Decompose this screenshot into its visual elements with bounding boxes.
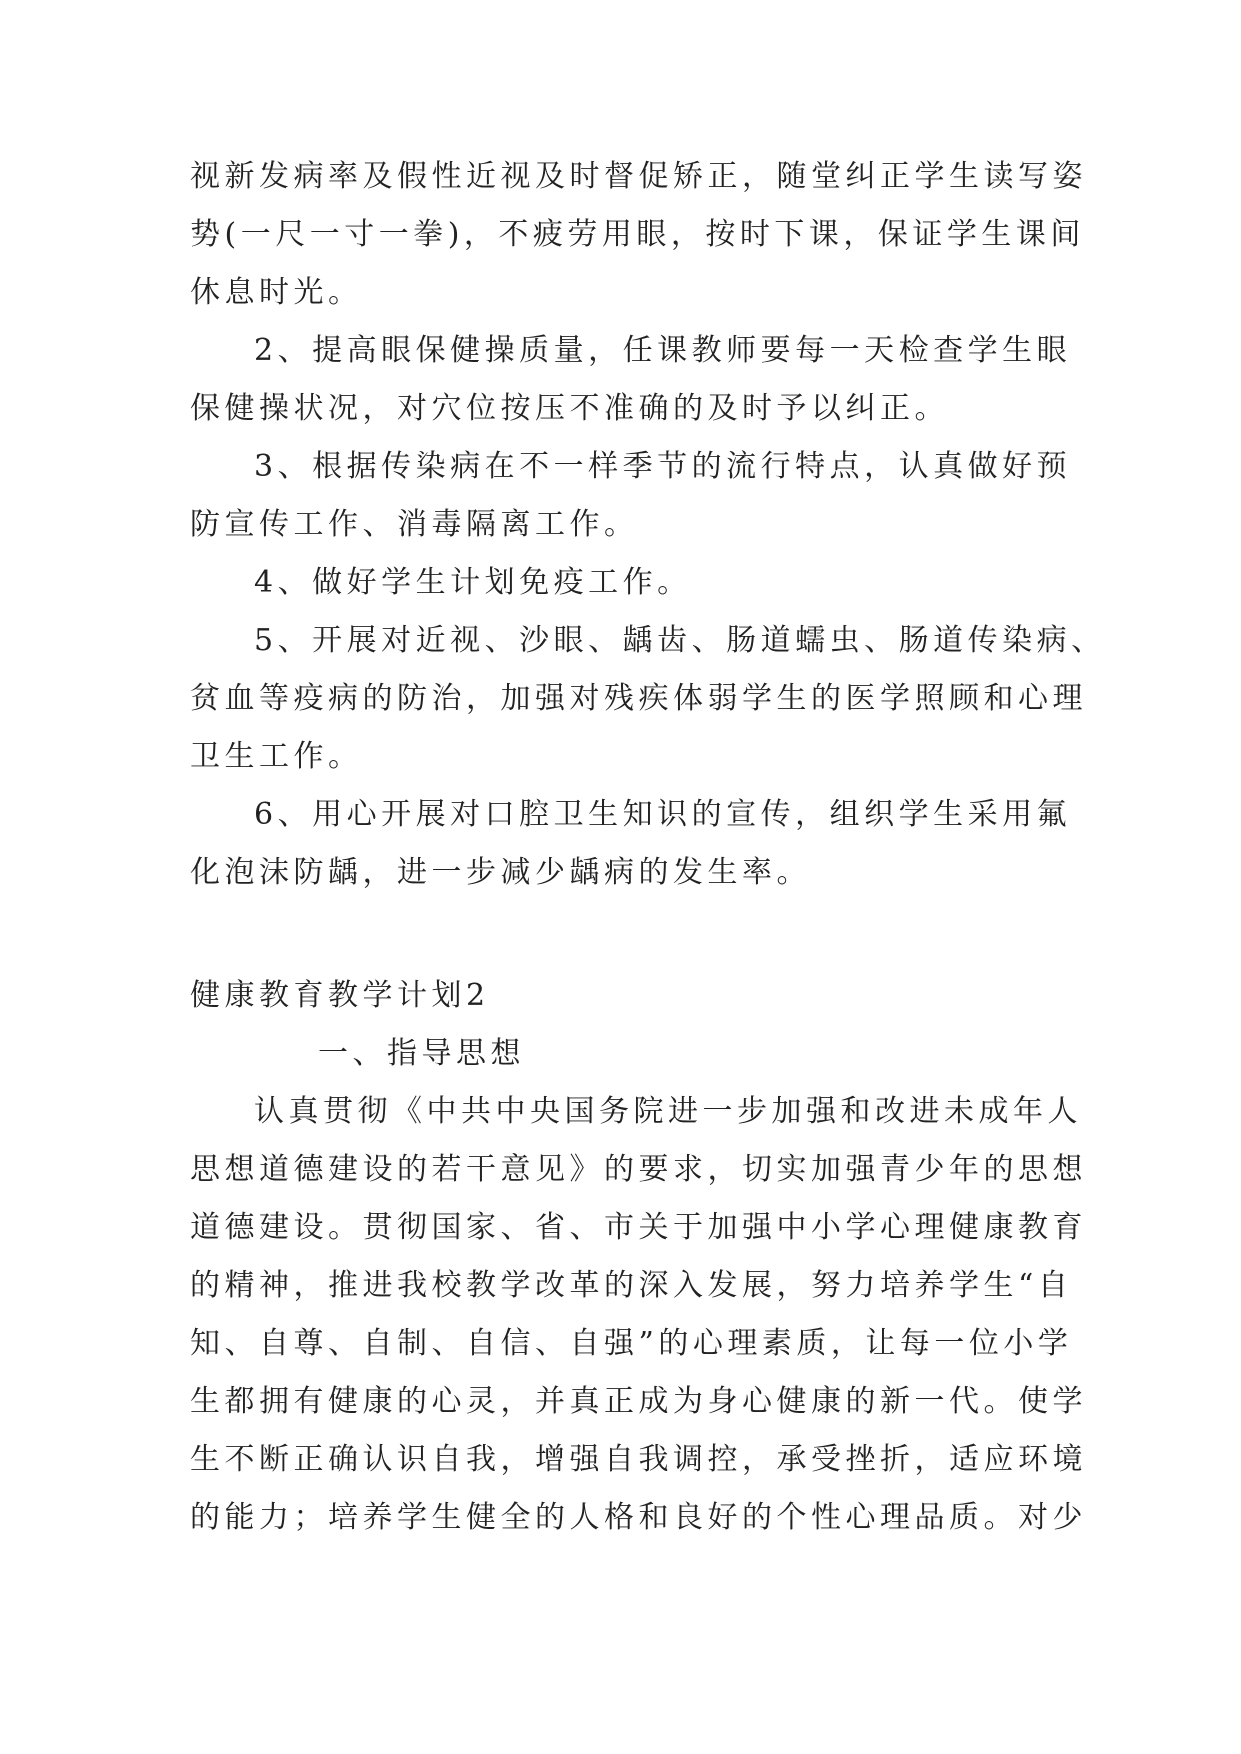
body-line: 生都拥有健康的心灵，并真正成为身心健康的新一代。使学 bbox=[190, 1384, 1087, 1419]
body-line: 知、自尊、自制、自信、自强”的心理素质，让每一位小学 bbox=[190, 1326, 1073, 1361]
text-line: 贫血等疫病的防治，加强对残疾体弱学生的医学照顾和心理 bbox=[190, 681, 1087, 716]
list-item-2: 2、提高眼保健操质量，任课教师要每一天检查学生眼 bbox=[254, 333, 1072, 368]
text-line: 防宣传工作、消毒隔离工作。 bbox=[190, 507, 639, 542]
body-line: 的精神，推进我校教学改革的深入发展，努力培养学生“自 bbox=[190, 1268, 1073, 1303]
list-item-3: 3、根据传染病在不一样季节的流行特点，认真做好预 bbox=[254, 449, 1072, 484]
body-line: 生不断正确认识自我，增强自我调控，承受挫折，适应环境 bbox=[190, 1442, 1087, 1477]
text-line: 视新发病率及假性近视及时督促矫正，随堂纠正学生读写姿 bbox=[190, 159, 1087, 194]
section-title: 健康教育教学计划2 bbox=[190, 978, 490, 1013]
text-line: 势(一尺一寸一拳)，不疲劳用眼，按时下课，保证学生课间 bbox=[190, 217, 1085, 252]
body-line: 的能力；培养学生健全的人格和良好的个性心理品质。对少 bbox=[190, 1500, 1087, 1535]
list-item-6: 6、用心开展对口腔卫生知识的宣传，组织学生采用氟 bbox=[254, 797, 1072, 832]
list-item-4: 4、做好学生计划免疫工作。 bbox=[254, 565, 692, 600]
text-line: 卫生工作。 bbox=[190, 739, 363, 774]
body-line: 认真贯彻《中共中央国务院进一步加强和改进未成年人 bbox=[254, 1094, 1082, 1129]
text-line: 休息时光。 bbox=[190, 275, 363, 310]
list-item-5: 5、开展对近视、沙眼、龋齿、肠道蠕虫、肠道传染病、 bbox=[254, 623, 1106, 658]
body-line: 道德建设。贯彻国家、省、市关于加强中小学心理健康教育 bbox=[190, 1210, 1087, 1245]
subheading: 一、指导思想 bbox=[318, 1036, 525, 1071]
text-line: 保健操状况，对穴位按压不准确的及时予以纠正。 bbox=[190, 391, 949, 426]
body-line: 思想道德建设的若干意见》的要求，切实加强青少年的思想 bbox=[190, 1152, 1087, 1187]
text-line: 化泡沫防龋，进一步减少龋病的发生率。 bbox=[190, 855, 811, 890]
